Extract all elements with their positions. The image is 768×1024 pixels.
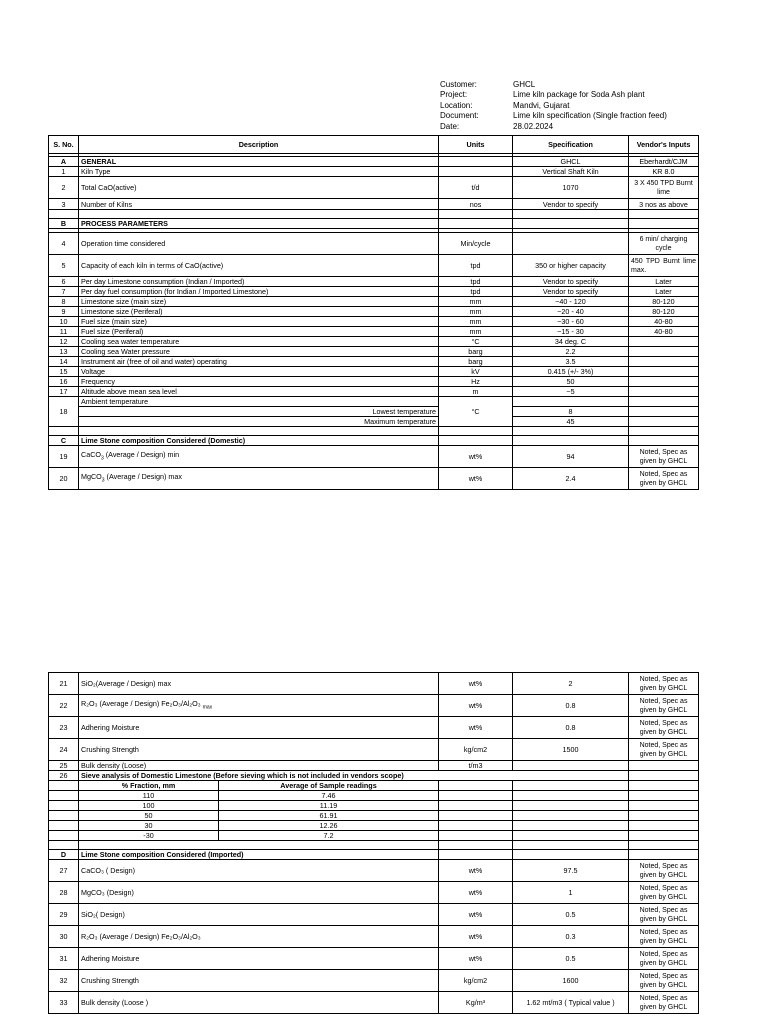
header-units: Units <box>439 136 513 154</box>
sno-cell: 17 <box>49 387 79 397</box>
unit-cell: wt% <box>439 948 513 970</box>
vendor-cell <box>629 377 699 387</box>
spec-cell <box>513 233 629 255</box>
spec-table-page1 <box>48 135 699 490</box>
vendor-cell: Noted, Spec as given by GHCL <box>629 992 699 1014</box>
table-row <box>49 407 699 417</box>
unit-cell: tpd <box>439 255 513 277</box>
spec-cell: 50 <box>513 377 629 387</box>
description-cell: SiO₂( Design) <box>79 904 439 926</box>
table-row <box>49 287 699 297</box>
vendor-cell: 80-120 <box>629 297 699 307</box>
meta-key: Date: <box>440 121 460 131</box>
meta-value: Lime kiln specification (Single fraction feed) <box>513 111 667 121</box>
description-cell: Total CaO(active) <box>79 177 439 199</box>
table-row <box>49 199 699 210</box>
sno-cell: 1 <box>49 167 79 177</box>
table-row <box>49 387 699 397</box>
spec-cell: 0.415 (+/- 3%) <box>513 367 629 377</box>
vendor-cell: Noted, Spec as given by GHCL <box>629 695 699 717</box>
unit-cell: tpd <box>439 277 513 287</box>
table-row <box>49 255 699 277</box>
sno-cell: 15 <box>49 367 79 377</box>
sieve-header <box>49 781 699 791</box>
table-row <box>49 177 699 199</box>
vendor-cell: 3 nos as above <box>629 199 699 210</box>
vendor-cell: Noted, Spec as given by GHCL <box>629 673 699 695</box>
section-row <box>49 157 699 167</box>
description-cell: Per day Limestone consumption (Indian / Imported) <box>79 277 439 287</box>
spec-cell: Vendor to specify <box>513 287 629 297</box>
vendor-cell: Noted, Spec as given by GHCL <box>629 926 699 948</box>
table-row <box>49 926 699 948</box>
unit-cell: mm <box>439 327 513 337</box>
description-cell: Sieve analysis of Domestic Limestone (Before sieving which is not included in vendors scope) <box>79 771 629 781</box>
spec-table-page2 <box>48 672 699 1014</box>
description-cell: Maximum temperature <box>79 417 439 427</box>
description-cell: Number of Kilns <box>79 199 439 210</box>
table-row <box>49 367 699 377</box>
sno-cell: 32 <box>49 970 79 992</box>
table-row <box>49 167 699 177</box>
description-cell: MgCO₃ (Design) <box>79 882 439 904</box>
table-row <box>49 297 699 307</box>
sieve-row <box>49 811 699 821</box>
description-cell: CaCO₃ ( Design) <box>79 860 439 882</box>
sno-cell: 4 <box>49 233 79 255</box>
sno-cell: 8 <box>49 297 79 307</box>
description-cell: Fuel size (main size) <box>79 317 439 327</box>
document-meta <box>440 80 667 132</box>
spec-cell: 0.8 <box>513 695 629 717</box>
description-cell: Per day fuel consumption (for Indian / Imported Limestone) <box>79 287 439 297</box>
sieve-average: 7.2 <box>219 831 439 841</box>
sno-cell: 28 <box>49 882 79 904</box>
unit-cell: °C <box>439 337 513 347</box>
description-cell: Crushing Strength <box>79 739 439 761</box>
unit-cell: wt% <box>439 882 513 904</box>
vendor-cell: Noted, Spec as given by GHCL <box>629 904 699 926</box>
meta-value: Mandvi, Gujarat <box>513 100 570 110</box>
spec-cell: 1600 <box>513 970 629 992</box>
description-cell: Operation time considered <box>79 233 439 255</box>
sno-cell: 9 <box>49 307 79 317</box>
sieve-row <box>49 791 699 801</box>
vendor-cell: Noted, Spec as given by GHCL <box>629 739 699 761</box>
spec-cell: 2.2 <box>513 347 629 357</box>
unit-cell: mm <box>439 307 513 317</box>
description-cell: Voltage <box>79 367 439 377</box>
table-row <box>49 337 699 347</box>
description-cell: Crushing Strength <box>79 970 439 992</box>
section-title: Lime Stone composition Considered (Imported) <box>79 850 439 860</box>
spec-cell: 1.62 mt/m3 ( Typical value ) <box>513 992 629 1014</box>
table-row <box>49 377 699 387</box>
table-row <box>49 882 699 904</box>
unit-cell: wt% <box>439 926 513 948</box>
spec-cell: 3.5 <box>513 357 629 367</box>
table-row <box>49 307 699 317</box>
spec-cell: ~40 - 120 <box>513 297 629 307</box>
vendor-cell <box>629 387 699 397</box>
header-specification: Specification <box>513 136 629 154</box>
spec-cell: 0.5 <box>513 904 629 926</box>
vendor-cell: Eberhardt/CJM <box>629 157 699 167</box>
table-row <box>49 233 699 255</box>
sieve-average: 7.46 <box>219 791 439 801</box>
table-row <box>49 717 699 739</box>
vendor-cell: Noted, Spec as given by GHCL <box>629 948 699 970</box>
unit-cell: t/d <box>439 177 513 199</box>
spec-cell: ~15 - 30 <box>513 327 629 337</box>
table-row <box>49 317 699 327</box>
description-cell: Ambient temperature <box>79 397 439 407</box>
meta-row <box>440 111 667 121</box>
process-rows <box>49 277 699 397</box>
sno-cell: 27 <box>49 860 79 882</box>
description-cell: CaCO$_3$ (Average / Design) min <box>79 446 439 468</box>
unit-cell: kg/cm2 <box>439 739 513 761</box>
vendor-cell: Later <box>629 277 699 287</box>
description-cell: Cooling sea water temperature <box>79 337 439 347</box>
spacer-row <box>49 841 699 850</box>
sno-cell: 31 <box>49 948 79 970</box>
spec-cell: ~30 - 60 <box>513 317 629 327</box>
table-row <box>49 446 699 468</box>
spec-cell: Vertical Shaft Kiln <box>513 167 629 177</box>
spacer-row <box>49 427 699 436</box>
spec-cell: 1 <box>513 882 629 904</box>
spacer-row <box>49 210 699 219</box>
spec-cell: 94 <box>513 446 629 468</box>
vendor-cell: 40-80 <box>629 317 699 327</box>
spec-cell: 1070 <box>513 177 629 199</box>
vendor-cell <box>629 347 699 357</box>
section-row <box>49 850 699 860</box>
sno-cell: 22 <box>49 695 79 717</box>
table-row <box>49 904 699 926</box>
description-cell: Limestone size (Periferal) <box>79 307 439 317</box>
unit-cell: wt% <box>439 468 513 490</box>
description-cell: SiO₂(Average / Design) max <box>79 673 439 695</box>
unit-cell: wt% <box>439 695 513 717</box>
sno-cell: 11 <box>49 327 79 337</box>
sieve-row <box>49 831 699 841</box>
sno-cell: 26 <box>49 771 79 781</box>
sno-cell: 6 <box>49 277 79 287</box>
unit-cell: wt% <box>439 904 513 926</box>
unit-cell: wt% <box>439 673 513 695</box>
table-row <box>49 970 699 992</box>
sno-cell: 19 <box>49 446 79 468</box>
unit-cell: m <box>439 387 513 397</box>
meta-value: Lime kiln package for Soda Ash plant <box>513 90 645 100</box>
sno-cell: 33 <box>49 992 79 1014</box>
description-cell: Fuel size (Periferal) <box>79 327 439 337</box>
vendor-cell: Noted, Spec as given by GHCL <box>629 970 699 992</box>
unit-cell: tpd <box>439 287 513 297</box>
meta-row <box>440 90 667 100</box>
description-cell: Instrument air (free of oil and water) operating <box>79 357 439 367</box>
sieve-average: 61.91 <box>219 811 439 821</box>
sno-cell: 2 <box>49 177 79 199</box>
spec-cell: Vendor to specify <box>513 277 629 287</box>
sno-cell: 18 <box>49 397 79 427</box>
unit-cell: wt% <box>439 860 513 882</box>
meta-key: Project: <box>440 90 468 100</box>
sno-cell: 10 <box>49 317 79 327</box>
unit-cell: mm <box>439 297 513 307</box>
sieve-row <box>49 821 699 831</box>
unit-cell: wt% <box>439 446 513 468</box>
unit-cell: barg <box>439 347 513 357</box>
description-cell: Limestone size (main size) <box>79 297 439 307</box>
section-letter: A <box>49 157 79 167</box>
spec-cell: 97.5 <box>513 860 629 882</box>
description-cell: Kiln Type <box>79 167 439 177</box>
unit-cell: wt% <box>439 717 513 739</box>
meta-row <box>440 80 667 90</box>
meta-row <box>440 101 667 111</box>
description-cell: Adhering Moisture <box>79 948 439 970</box>
sno-cell: 23 <box>49 717 79 739</box>
sno-cell: 5 <box>49 255 79 277</box>
unit-cell: barg <box>439 357 513 367</box>
vendor-cell: Noted, Spec as given by GHCL <box>629 717 699 739</box>
header-sno: S. No. <box>49 136 79 154</box>
sieve-col-fraction: % Fraction, mm <box>79 781 219 791</box>
sno-cell: 30 <box>49 926 79 948</box>
unit-cell: Kg/m³ <box>439 992 513 1014</box>
meta-key: Document: <box>440 111 479 121</box>
description-cell: Altitude above mean sea level <box>79 387 439 397</box>
table-row <box>49 357 699 367</box>
meta-row <box>440 122 667 132</box>
sieve-fraction: 50 <box>79 811 219 821</box>
spec-cell: 8 <box>513 407 629 417</box>
spec-cell: Vendor to specify <box>513 199 629 210</box>
sno-cell: 14 <box>49 357 79 367</box>
section-letter: C <box>49 436 79 446</box>
table-row <box>49 992 699 1014</box>
sno-cell: 20 <box>49 468 79 490</box>
spec-cell: 34 deg. C <box>513 337 629 347</box>
sieve-average: 11.19 <box>219 801 439 811</box>
unit-cell: t/m3 <box>439 761 513 771</box>
sno-cell: 13 <box>49 347 79 357</box>
table-row <box>49 739 699 761</box>
sieve-fraction: 100 <box>79 801 219 811</box>
section-title: PROCESS PARAMETERS <box>79 219 439 229</box>
sno-cell: 7 <box>49 287 79 297</box>
sno-cell: 24 <box>49 739 79 761</box>
sno-cell: 29 <box>49 904 79 926</box>
table-row <box>49 673 699 695</box>
vendor-cell: Noted, Spec as given by GHCL <box>629 446 699 468</box>
sieve-average: 12.26 <box>219 821 439 831</box>
sno-cell: 16 <box>49 377 79 387</box>
description-cell: Adhering Moisture <box>79 717 439 739</box>
spec-cell: 2 <box>513 673 629 695</box>
vendor-cell: 6 min/ charging cycle <box>629 233 699 255</box>
description-cell: Capacity of each kiln in terms of CaO(active) <box>79 255 439 277</box>
table-row <box>49 277 699 287</box>
description-cell: Cooling sea Water pressure <box>79 347 439 357</box>
table-row <box>49 397 699 407</box>
sieve-fraction: 30 <box>79 821 219 831</box>
spec-cell: 350 or higher capacity <box>513 255 629 277</box>
meta-key: Location: <box>440 100 473 110</box>
section-title: Lime Stone composition Considered (Domestic) <box>79 436 439 446</box>
description-cell: Bulk density (Loose) <box>79 761 439 771</box>
table-row <box>49 695 699 717</box>
table-row <box>49 771 699 781</box>
description-cell: R₂O₃ (Average / Design) Fe₂O₃/Al₂O₃ $_{max}$ <box>79 695 439 717</box>
vendor-cell <box>629 337 699 347</box>
vendor-cell: Noted, Spec as given by GHCL <box>629 882 699 904</box>
table-row <box>49 417 699 427</box>
header-vendor: Vendor's Inputs <box>629 136 699 154</box>
spec-cell: ~20 - 40 <box>513 307 629 317</box>
vendor-cell <box>629 357 699 367</box>
section-letter: B <box>49 219 79 229</box>
header-description: Description <box>79 136 439 154</box>
spec-cell: 1500 <box>513 739 629 761</box>
vendor-cell: 40-80 <box>629 327 699 337</box>
vendor-cell: 450 TPD Burnt lime max. <box>629 255 699 277</box>
vendor-cell: Noted, Spec as given by GHCL <box>629 860 699 882</box>
unit-cell: nos <box>439 199 513 210</box>
table-row <box>49 948 699 970</box>
spec-cell: 45 <box>513 417 629 427</box>
vendor-cell: 3 X 450 TPD Burnt lime <box>629 177 699 199</box>
spec-cell: ~5 <box>513 387 629 397</box>
section-row <box>49 219 699 229</box>
unit-cell: mm <box>439 317 513 327</box>
description-cell: Frequency <box>79 377 439 387</box>
vendor-cell: 80-120 <box>629 307 699 317</box>
description-cell: R₂O₃ (Average / Design) Fe₂O₃/Al₂O₃ <box>79 926 439 948</box>
spec-cell: GHCL <box>513 157 629 167</box>
sno-cell: 21 <box>49 673 79 695</box>
vendor-cell: Later <box>629 287 699 297</box>
unit-cell: Hz <box>439 377 513 387</box>
sieve-fraction: -30 <box>79 831 219 841</box>
meta-key: Customer: <box>440 80 477 89</box>
description-cell: Bulk density (Loose ) <box>79 992 439 1014</box>
spec-cell: 0.8 <box>513 717 629 739</box>
description-cell: Lowest temperature <box>79 407 439 417</box>
sno-cell: 12 <box>49 337 79 347</box>
table-row <box>49 327 699 337</box>
unit-cell: kV <box>439 367 513 377</box>
unit-cell: °C <box>439 397 513 427</box>
sno-cell: 3 <box>49 199 79 210</box>
unit-cell: Min/cycle <box>439 233 513 255</box>
unit-cell <box>439 167 513 177</box>
table-row <box>49 860 699 882</box>
meta-value: 28.02.2024 <box>513 121 554 131</box>
vendor-cell <box>629 367 699 377</box>
spec-cell: 2.4 <box>513 468 629 490</box>
meta-value: GHCL <box>513 80 536 89</box>
table-row <box>49 468 699 490</box>
section-letter: D <box>49 850 79 860</box>
sieve-row <box>49 801 699 811</box>
spec-cell: 0.5 <box>513 948 629 970</box>
sieve-fraction: 110 <box>79 791 219 801</box>
vendor-cell: Noted, Spec as given by GHCL <box>629 468 699 490</box>
vendor-cell: KR 8.0 <box>629 167 699 177</box>
unit-cell: kg/cm2 <box>439 970 513 992</box>
spec-cell: 0.3 <box>513 926 629 948</box>
table-row <box>49 761 699 771</box>
table-header <box>49 136 699 154</box>
description-cell: MgCO$_3$ (Average / Design) max <box>79 468 439 490</box>
section-title: GENERAL <box>79 157 439 167</box>
table-row <box>49 347 699 357</box>
sno-cell: 25 <box>49 761 79 771</box>
sieve-col-average: Average of Sample readings <box>219 781 439 791</box>
section-row <box>49 436 699 446</box>
